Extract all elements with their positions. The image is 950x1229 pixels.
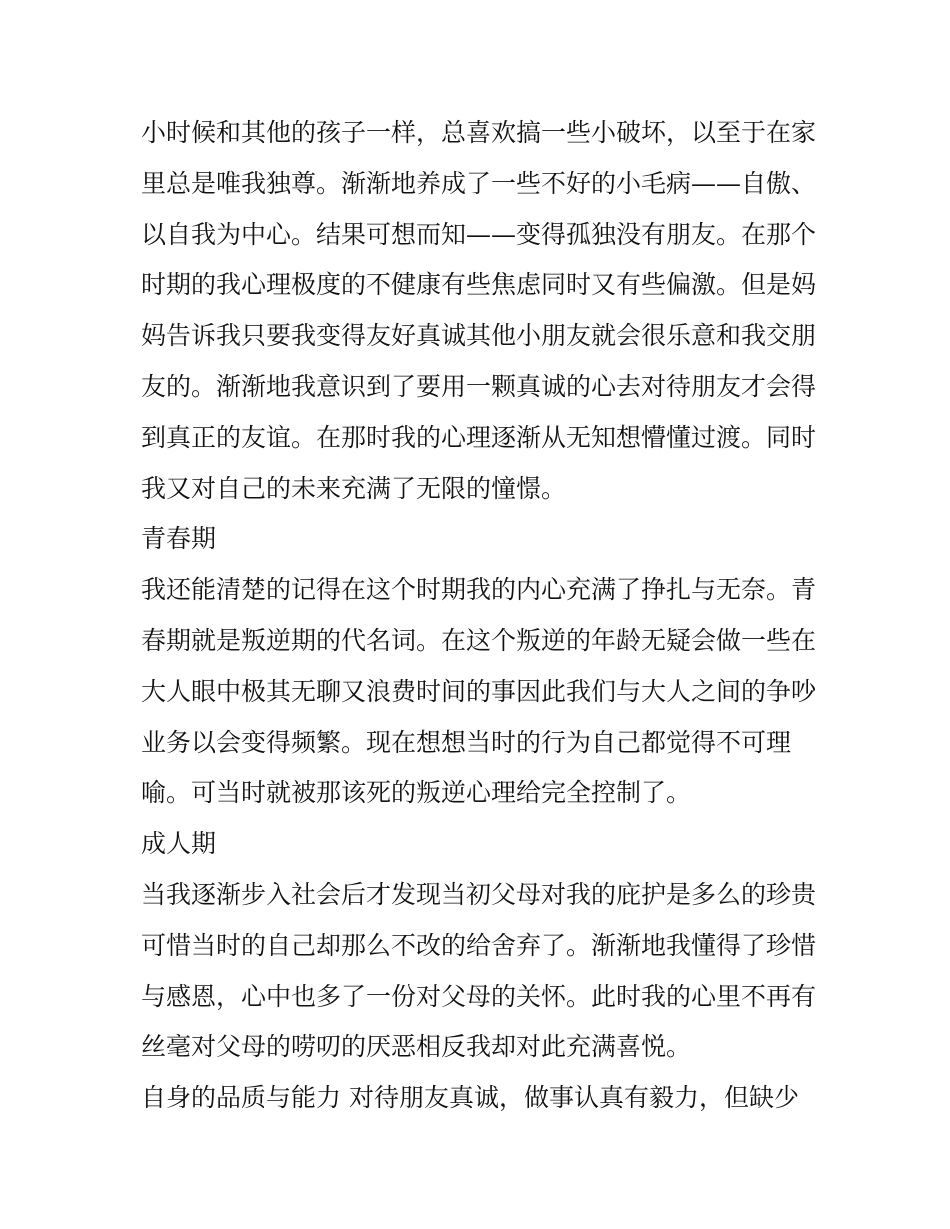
text-line: 以自我为中心。结果可想而知——变得孤独没有朋友。在那个: [141, 219, 817, 249]
text-line: 时期的我心理极度的不健康有些焦虑同时又有些偏激。但是妈: [141, 270, 817, 300]
text-line: 到真正的友谊。在那时我的心理逐渐从无知想懵懂过渡。同时: [141, 422, 817, 452]
text-line: 当我逐渐步入社会后才发现当初父母对我的庇护是多么的珍贵: [141, 879, 817, 909]
text-line: 业务以会变得频繁。现在想想当时的行为自己都觉得不可理: [141, 727, 792, 757]
text-line: 小时候和其他的孩子一样，总喜欢搞一些小破坏，以至于在家: [141, 118, 817, 147]
text-line: 丝毫对父母的唠叨的厌恶相反我却对此充满喜悦。: [141, 1032, 692, 1062]
document-body: [141, 108, 821, 1124]
text-line: 喻。可当时就被那该死的叛逆心理给完全控制了。: [141, 778, 692, 808]
section-heading-adulthood: 成人期: [141, 829, 217, 859]
text-line: 可惜当时的自己却那么不改的给舍弃了。渐渐地我懂得了珍惜: [141, 930, 817, 960]
text-line: 大人眼中极其无聊又浪费时间的事因此我们与大人之间的争吵: [141, 676, 817, 706]
text-line: 友的。渐渐地我意识到了要用一颗真诚的心去对待朋友才会得: [141, 371, 817, 401]
text-line: 春期就是叛逆期的代名词。在这个叛逆的年龄无疑会做一些在: [141, 625, 817, 655]
text-line: 与感恩，心中也多了一份对父母的关怀。此时我的心里不再有: [141, 981, 817, 1011]
text-line: 自身的品质与能力 对待朋友真诚，做事认真有毅力，但缺少: [141, 1083, 799, 1113]
section-heading-adolescence: 青春期: [141, 524, 217, 554]
text-line: 我还能清楚的记得在这个时期我的内心充满了挣扎与无奈。青: [141, 575, 817, 605]
text-line: 我又对自己的未来充满了无限的憧憬。: [141, 473, 567, 503]
text-line: 妈告诉我只要我变得友好真诚其他小朋友就会很乐意和我交朋: [141, 321, 817, 351]
text-line: 里总是唯我独尊。渐渐地养成了一些不好的小毛病——自傲、: [141, 168, 817, 198]
